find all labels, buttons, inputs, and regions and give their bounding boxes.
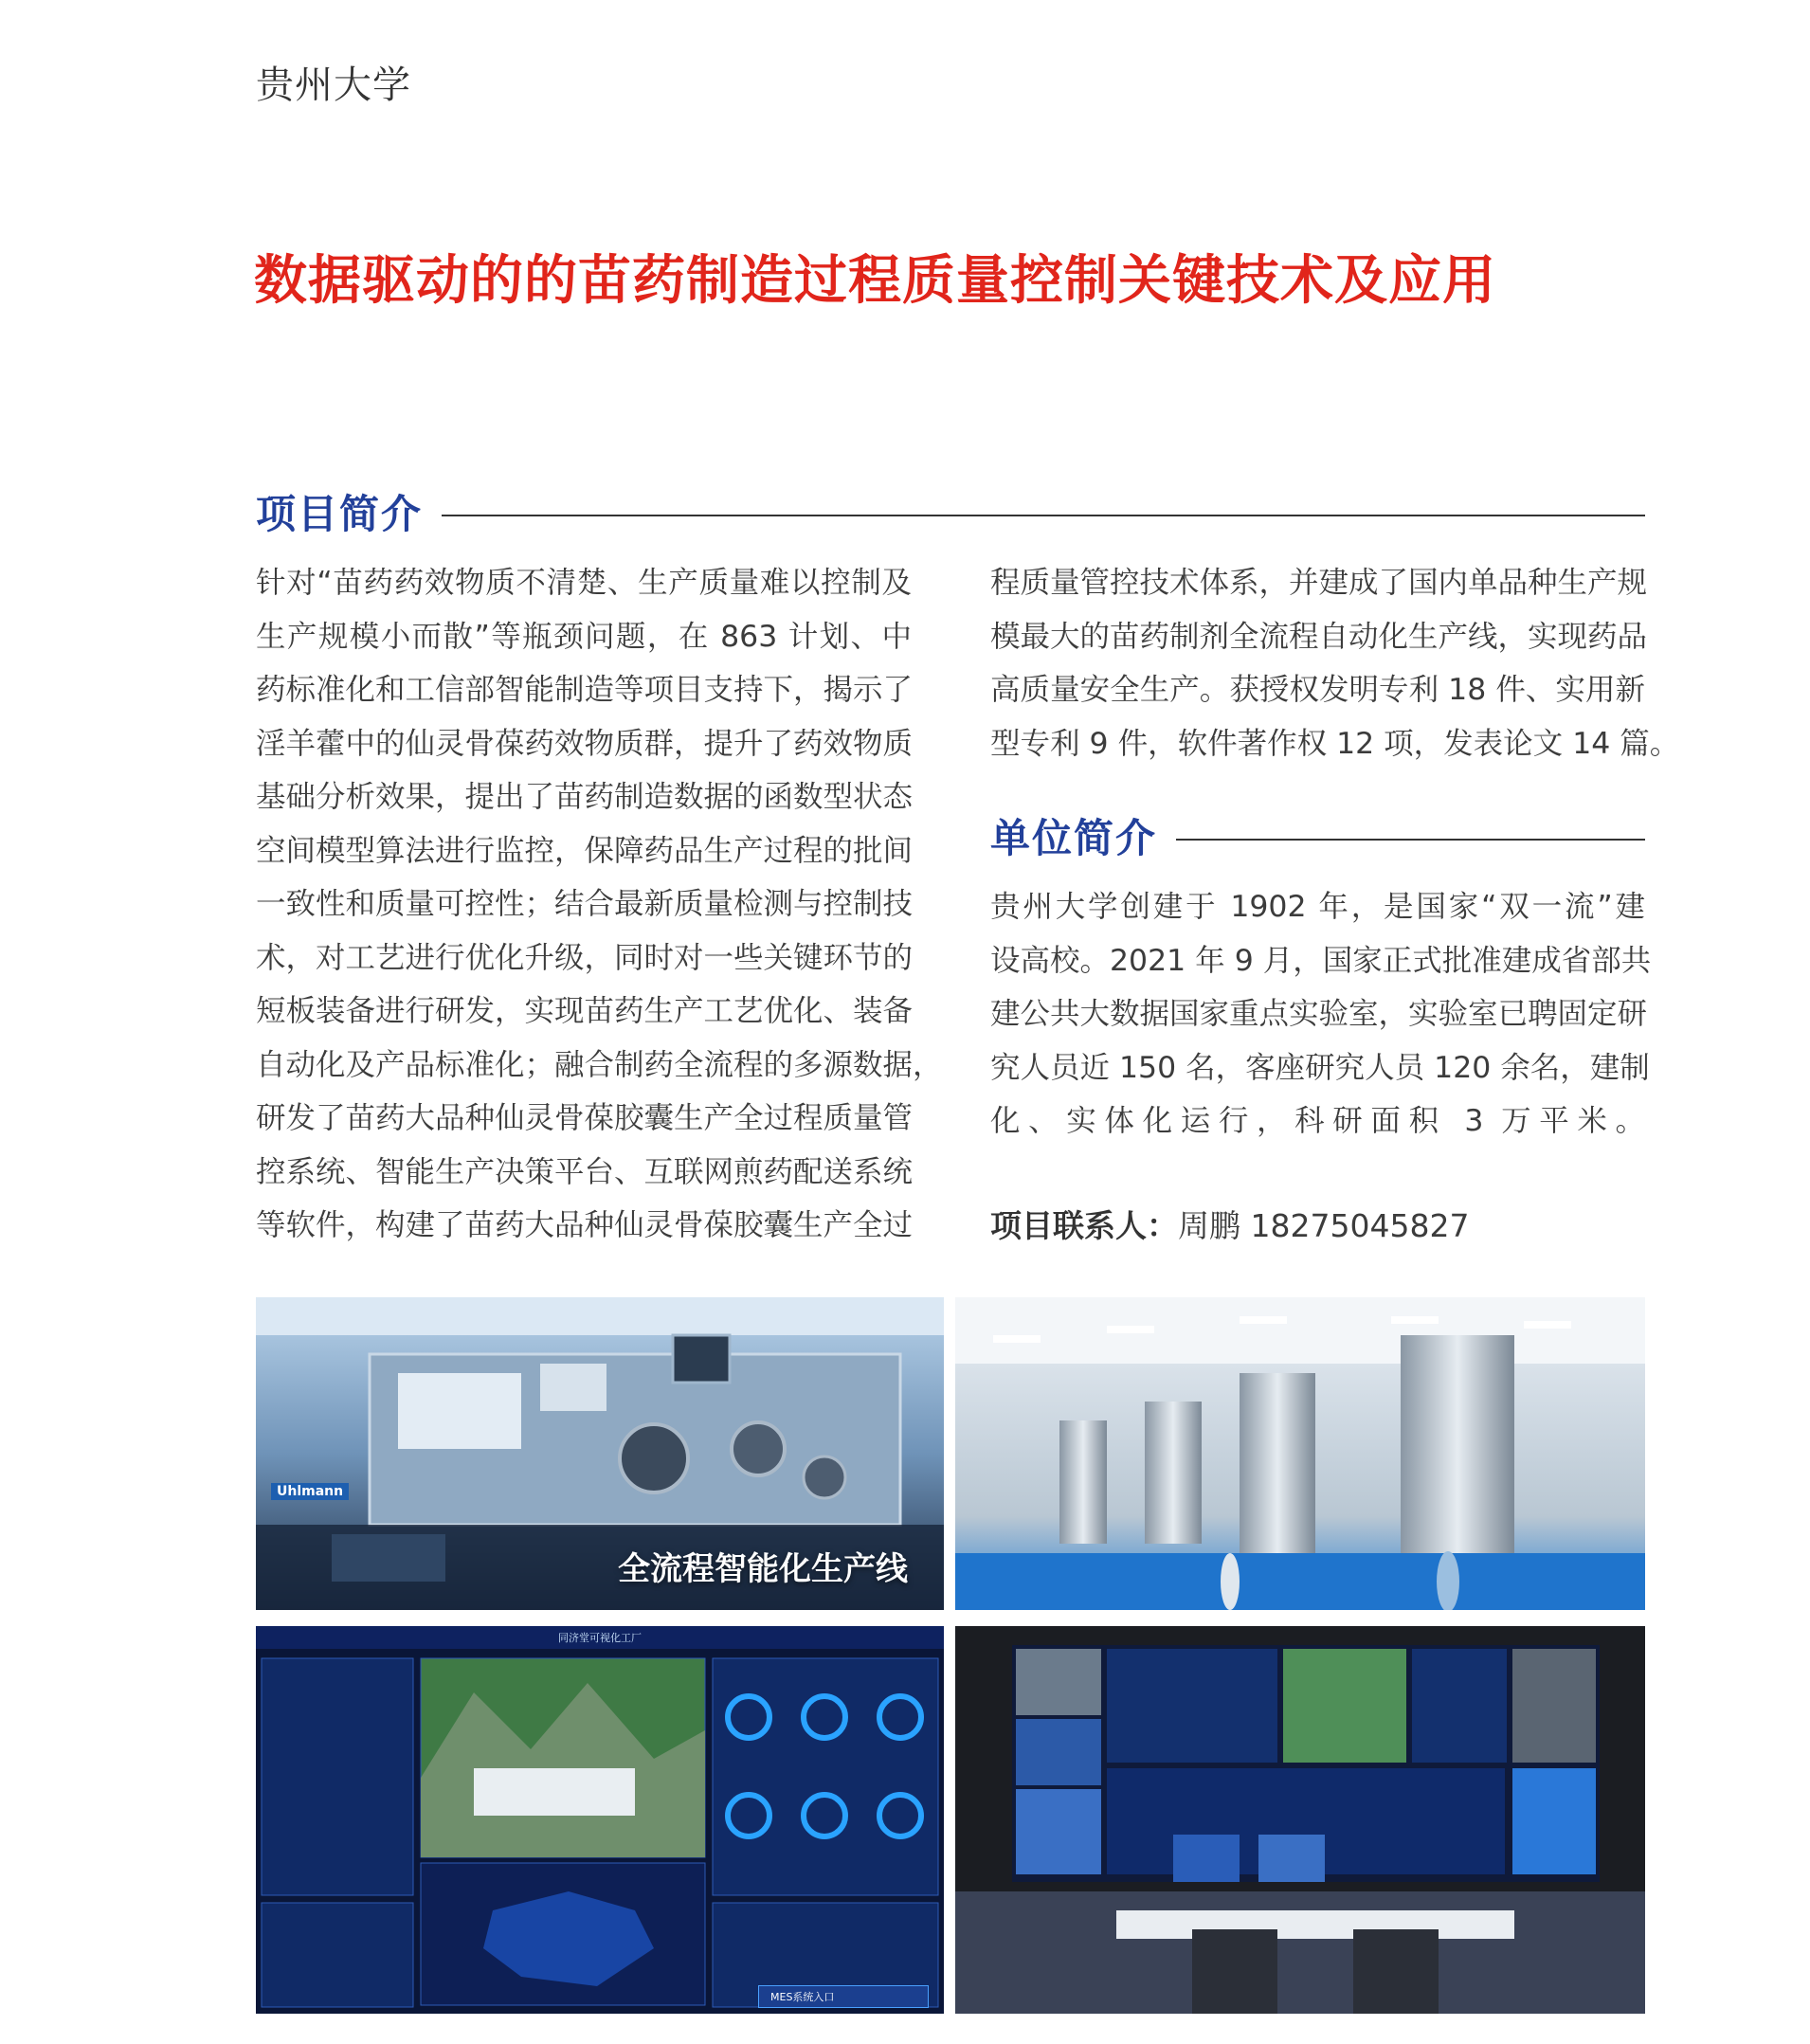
- unit-intro-text: [990, 880, 1652, 1149]
- contact-label: 项目联系人：: [990, 1207, 1178, 1244]
- mes-entry-button: MES系统入口: [758, 1985, 929, 2008]
- equipment-room-photo: [955, 1297, 1645, 1610]
- text-line: 高质量安全生产。获授权发明专利 18 件、实用新: [990, 673, 1645, 707]
- project-intro-header: [256, 483, 1645, 540]
- project-intro-column-1: [256, 556, 943, 1253]
- equipment-room-illustration: [955, 1297, 1645, 1610]
- heading-rule: [442, 515, 1645, 516]
- text-line: 控系统、智能生产决策平台、互联网煎药配送系统: [256, 1154, 914, 1189]
- text-line: 程质量管控技术体系，并建成了国内单品种生产规: [990, 566, 1648, 600]
- control-room-illustration: [955, 1626, 1645, 2014]
- text-line: 模最大的苗药制剂全流程自动化生产线，实现药品: [990, 619, 1648, 654]
- text-line: 空间模型算法进行监控，保障药品生产过程的批间: [256, 833, 914, 868]
- text-line: 基础分析效果，提出了苗药制造数据的函数型状态: [256, 780, 914, 814]
- factory-dashboard-photo: [256, 1626, 944, 2014]
- text-line: 研发了苗药大品种仙灵骨葆胶囊生产全过程质量管: [256, 1101, 914, 1135]
- control-room-photo: [955, 1626, 1645, 2014]
- university-name: 贵州大学: [256, 63, 411, 107]
- text-line: 药标准化和工信部智能制造等项目支持下，揭示了: [256, 673, 914, 707]
- text-line: 短板装备进行研发，实现苗药生产工艺优化、装备: [256, 994, 914, 1028]
- uhlmann-brand: Uhlmann: [271, 1483, 349, 1500]
- project-intro-heading: 项目简介: [256, 491, 424, 537]
- text-line: 术，对工艺进行优化升级，同时对一些关键环节的: [256, 940, 914, 975]
- dashboard-title: 同济堂可视化工厂: [558, 1632, 642, 1644]
- contact-value: 周鹏 18275045827: [1178, 1207, 1470, 1244]
- text-line: 型专利 9 件，软件著作权 12 项，发表论文 14 篇。: [990, 726, 1680, 761]
- text-line: 一致性和质量可控性；结合最新质量检测与控制技: [256, 887, 914, 921]
- text-line: 淫羊藿中的仙灵骨葆药效物质群，提升了药效物质: [256, 726, 914, 761]
- text-line: 贵州大学创建于 1902 年，是国家“双一流”建: [990, 890, 1645, 924]
- text-line: 设高校。2021 年 9 月，国家正式批准建成省部共: [990, 943, 1652, 978]
- text-line: 针对“苗药药效物质不清楚、生产质量难以控制及: [256, 566, 912, 600]
- production-line-caption: 全流程智能化生产线: [618, 1550, 908, 1588]
- heading-rule: [1176, 839, 1645, 841]
- project-intro-column-2: [990, 556, 1680, 770]
- text-line: 化、实体化运行，科研面积 3 万平米。: [990, 1104, 1645, 1138]
- dashboard-illustration: [256, 1626, 944, 2014]
- text-line: 建公共大数据国家重点实验室，实验室已聘固定研: [990, 997, 1648, 1031]
- text-line: 等软件，构建了苗药大品种仙灵骨葆胶囊生产全过: [256, 1208, 914, 1242]
- contact-info: [990, 1202, 1469, 1246]
- page-title: 数据驱动的的苗药制造过程质量控制关键技术及应用: [254, 250, 1496, 312]
- text-line: 生产规模小而散”等瓶颈问题，在 863 计划、中: [256, 619, 912, 654]
- production-line-photo: [256, 1297, 944, 1610]
- unit-intro-header: [990, 807, 1645, 864]
- text-line: 究人员近 150 名，客座研究人员 120 余名，建制: [990, 1050, 1650, 1085]
- text-line: 自动化及产品标准化；融合制药全流程的多源数据，: [256, 1047, 943, 1082]
- unit-intro-heading: 单位简介: [990, 815, 1158, 861]
